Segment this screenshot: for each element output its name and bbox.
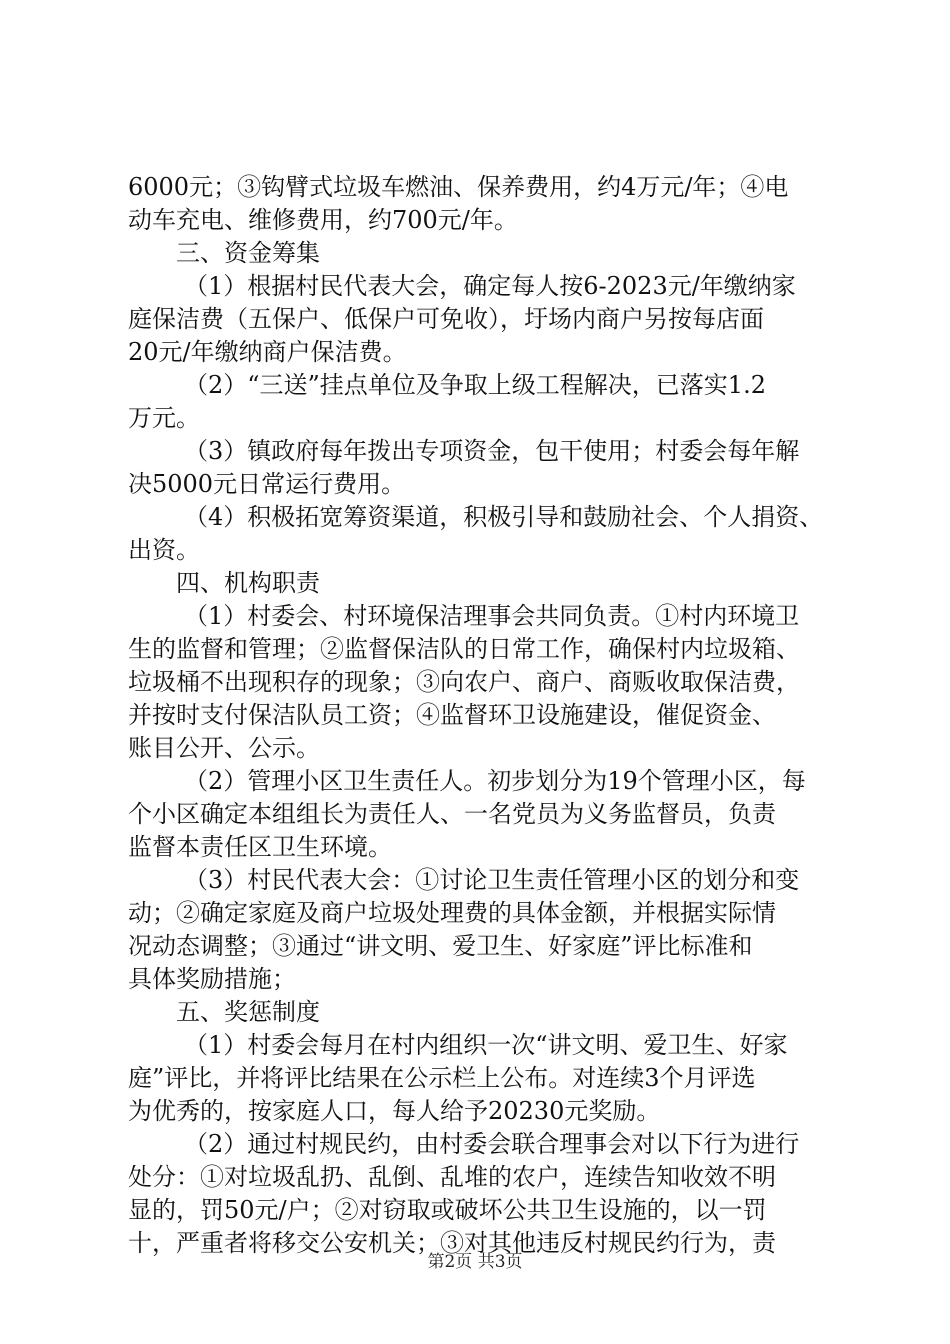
document-body [128,171,833,1260]
text-line: 万元。 [128,404,200,432]
text-line: 6000元；③钩臂式垃圾车燃油、保养费用，约4万元/年；④电 [128,173,789,201]
page-number-footer: 第2页 共3页 [427,1252,523,1272]
section-heading: 四、机构职责 [176,569,320,597]
text-line: 生的监督和管理；②监督保洁队的日常工作，确保村内垃圾箱、 [128,635,800,663]
text-line: 动；②确定家庭及商户垃圾处理费的具体金额，并根据实际情 [128,899,776,927]
text-line: 决5000元日常运行费用。 [128,470,406,498]
section-heading: 五、奖惩制度 [176,998,320,1026]
text-line: 个小区确定本组组长为责任人、一名党员为义务监督员，负责 [128,800,776,828]
paragraph-start: （4）积极拓宽筹资渠道，积极引导和鼓励社会、个人捐资、 [184,503,824,531]
text-line: 垃圾桶不出现积存的现象；③向农户、商户、商贩收取保洁费， [128,668,800,696]
paragraph-start: （3）镇政府每年拨出专项资金，包干使用；村委会每年解 [184,437,800,465]
text-line: 动车充电、维修费用，约700元/年。 [128,206,518,234]
paragraph-start: （2）管理小区卫生责任人。初步划分为19个管理小区，每 [184,767,806,795]
text-line: 处分：①对垃圾乱扔、乱倒、乱堆的农户，连续告知收效不明 [128,1163,776,1191]
text-line: 20元/年缴纳商户保洁费。 [128,338,407,366]
text-line: 十，严重者将移交公安机关；③对其他违反村规民约行为，责 [128,1229,776,1257]
text-line: 账目公开、公示。 [128,734,320,762]
text-line: 显的，罚50元/户；②对窃取或破坏公共卫生设施的，以一罚 [128,1196,767,1224]
section-heading: 三、资金筹集 [176,239,320,267]
text-line: 具体奖励措施； [128,965,296,993]
text-line: 为优秀的，按家庭人口，每人给予20230元奖励。 [128,1097,661,1125]
paragraph-start: （1）村委会每月在村内组织一次“讲文明、爱卫生、好家 [184,1031,788,1059]
text-line: 并按时支付保洁队员工资；④监督环卫设施建设，催促资金、 [128,701,776,729]
paragraph-start: （3）村民代表大会：①讨论卫生责任管理小区的划分和变 [184,866,800,894]
text-line: 庭”评比，并将评比结果在公示栏上公布。对连续3个月评选 [128,1064,756,1092]
text-line: 庭保洁费（五保户、低保户可免收），圩场内商户另按每店面 [128,305,764,333]
text-line: 监督本责任区卫生环境。 [128,833,392,861]
text-line: 况动态调整；③通过“讲文明、爱卫生、好家庭”评比标准和 [128,932,753,960]
paragraph-start: （2）“三送”挂点单位及争取上级工程解决，已落实1.2 [184,371,766,399]
text-line: 出资。 [128,536,200,564]
paragraph-start: （2）通过村规民约，由村委会联合理事会对以下行为进行 [184,1130,800,1158]
paragraph-start: （1）根据村民代表大会，确定每人按6-2023元/年缴纳家 [184,272,796,300]
paragraph-start: （1）村委会、村环境保洁理事会共同负责。①村内环境卫 [184,602,800,630]
